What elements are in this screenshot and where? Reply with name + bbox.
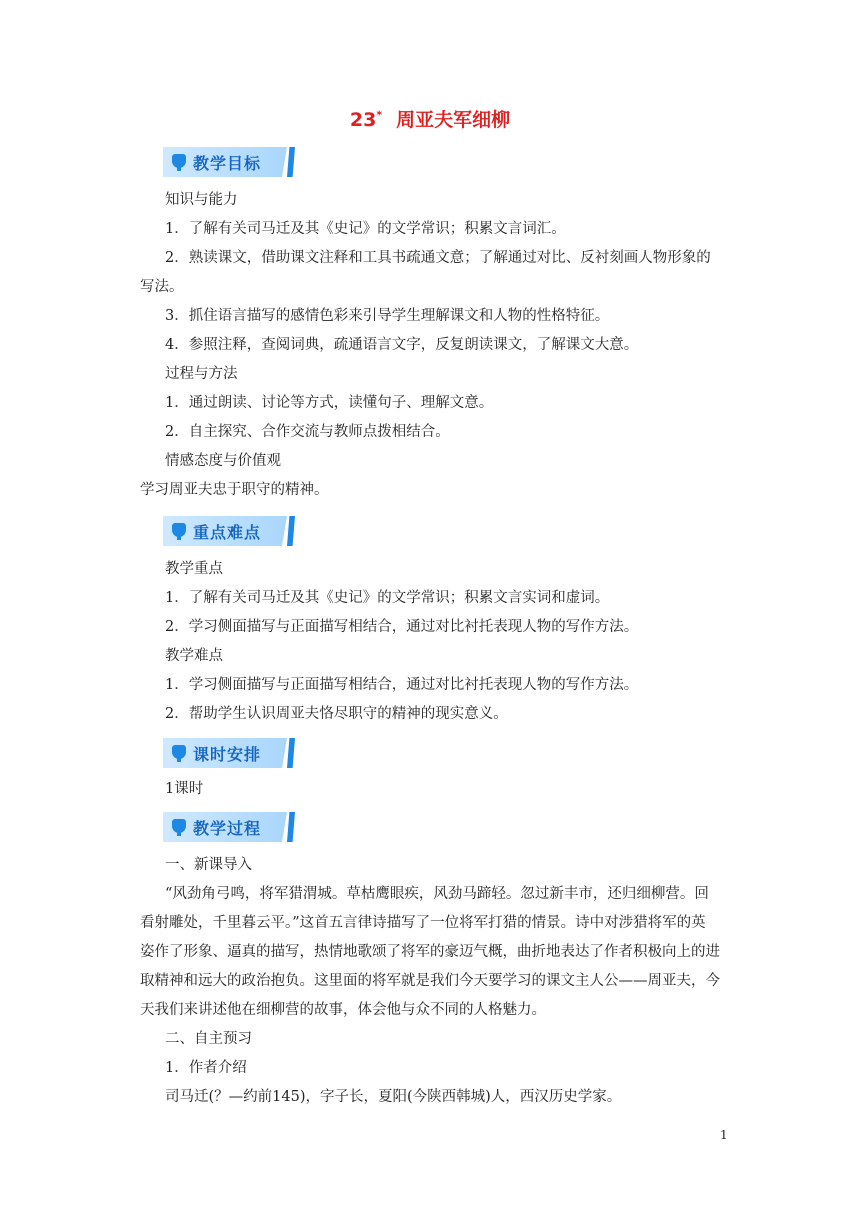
- intro-paragraph-line: “风劲角弓鸣，将军猎渭城。草枯鹰眼疾，风劲马蹄轻。忽过新丰市，还归细柳营。回: [165, 886, 709, 902]
- goal-item-continued: 写法。: [140, 279, 184, 295]
- subheading-emotion: 情感态度与价值观: [165, 453, 281, 469]
- lesson-number: 23*: [349, 108, 383, 131]
- section-header-goals: 教学目标: [163, 147, 297, 177]
- goal-item: 2．自主探究、合作交流与教师点拨相结合。: [165, 424, 450, 440]
- intro-paragraph-line: 天我们来讲述他在细柳营的故事，体会他与众不同的人格魅力。: [140, 1002, 546, 1018]
- page-number: 1: [720, 1128, 728, 1142]
- key-item: 1．了解有关司马迁及其《史记》的文学常识；积累文言实词和虚词。: [165, 590, 610, 606]
- schedule-text: 1课时: [165, 781, 204, 797]
- process-substep-heading: 1．作者介绍: [165, 1060, 247, 1076]
- key-item: 2．学习侧面描写与正面描写相结合，通过对比衬托表现人物的写作方法。: [165, 619, 639, 635]
- process-step-heading: 二、自主预习: [165, 1031, 252, 1047]
- goal-item: 学习周亚夫忠于职守的精神。: [140, 482, 329, 498]
- intro-paragraph-line: 姿作了形象、逼真的描写，热情地歌颂了将军的豪迈气概，曲折地表达了作者积极向上的进: [140, 944, 720, 960]
- intro-paragraph-line: 看射雕处，千里暮云平。”这首五言律诗描写了一位将军打猎的情景。诗中对涉猎将军的英: [140, 915, 706, 931]
- subheading-knowledge: 知识与能力: [165, 192, 238, 208]
- trophy-icon: [172, 745, 186, 759]
- trophy-icon: [172, 523, 186, 537]
- goal-item: 1．通过朗读、讨论等方式，读懂句子、理解文意。: [165, 395, 494, 411]
- goal-item: 4．参照注释，查阅词典，疏通语言文字，反复朗读课文，了解课文大意。: [165, 337, 639, 353]
- subheading-process: 过程与方法: [165, 366, 238, 382]
- goal-item: 1．了解有关司马迁及其《史记》的文学常识；积累文言词汇。: [165, 221, 566, 237]
- author-intro: 司马迁(？—约前145)，字子长，夏阳(今陕西韩城)人，西汉历史学家。: [165, 1089, 622, 1105]
- goal-item: 3．抓住语言描写的感情色彩来引导学生理解课文和人物的性格特征。: [165, 308, 610, 324]
- subheading-key-points: 教学重点: [165, 561, 223, 577]
- section-header-schedule: 课时安排: [163, 738, 297, 768]
- section-header-keys: 重点难点: [163, 516, 297, 546]
- section-header-process: 教学过程: [163, 812, 297, 842]
- trophy-icon: [172, 819, 186, 833]
- difficulty-item: 2．帮助学生认识周亚夫恪尽职守的精神的现实意义。: [165, 706, 508, 722]
- lesson-title: 周亚夫军细柳: [396, 109, 511, 131]
- intro-paragraph-line: 取精神和远大的政治抱负。这里面的将军就是我们今天要学习的课文主人公——周亚夫，今: [140, 973, 720, 989]
- trophy-icon: [172, 154, 186, 168]
- process-step-heading: 一、新课导入: [165, 857, 252, 873]
- page-title: [0, 105, 860, 132]
- difficulty-item: 1．学习侧面描写与正面描写相结合，通过对比衬托表现人物的写作方法。: [165, 677, 639, 693]
- subheading-difficulties: 教学难点: [165, 648, 223, 664]
- goal-item: 2．熟读课文，借助课文注释和工具书疏通文意；了解通过对比、反衬刻画人物形象的: [165, 250, 711, 266]
